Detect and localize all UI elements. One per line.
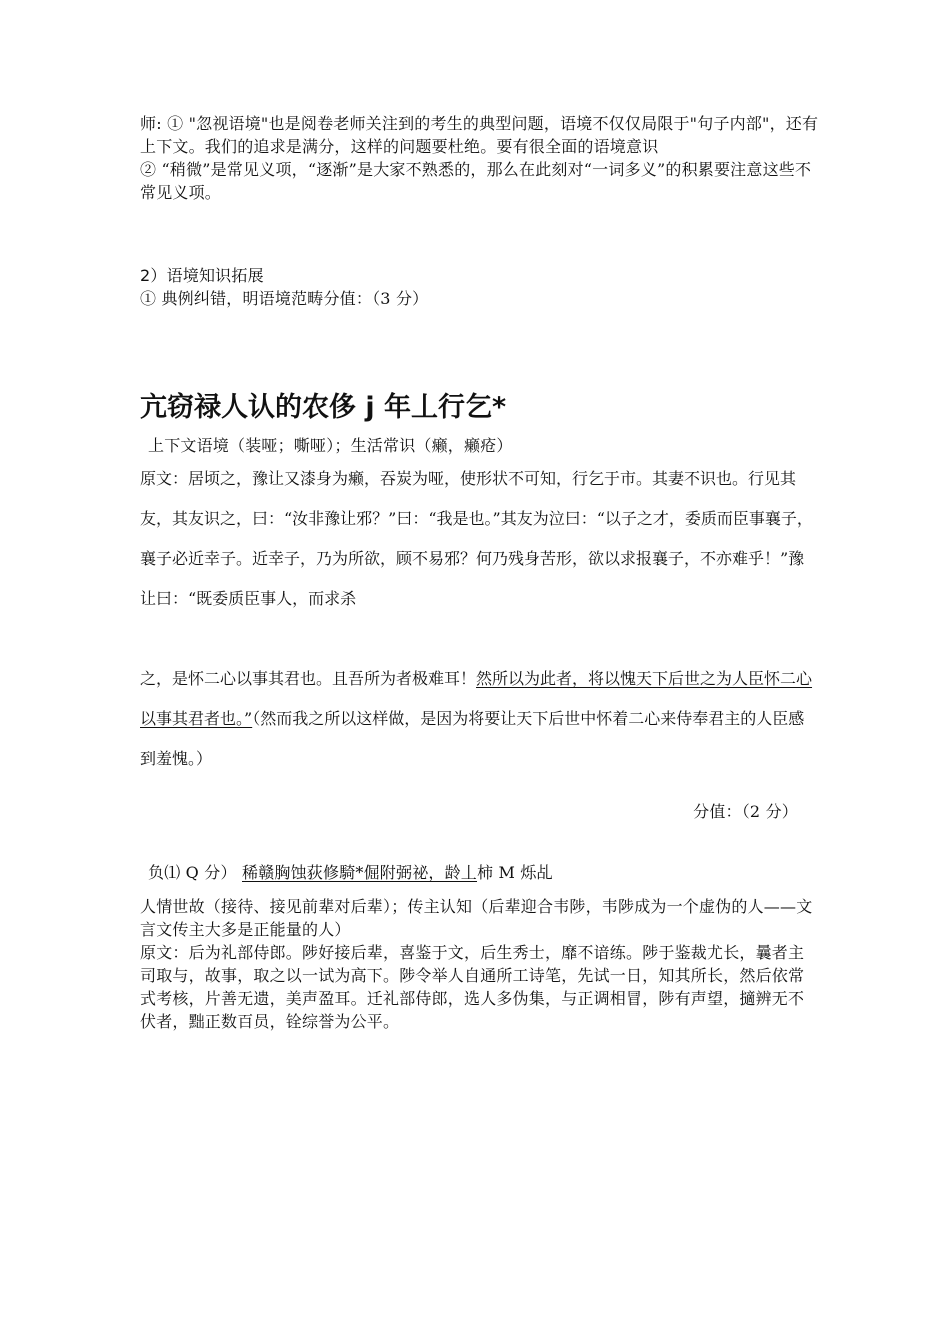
passage-analysis: 人情世故（接待、接见前辈对后辈）；传主认知（后辈迎合韦陟，韦陟成为一个虚伪的人——文言文传主大多是正能量的人） xyxy=(140,897,813,939)
garbled-label: 负⑴ Q 分） xyxy=(148,863,237,882)
second-passage xyxy=(140,895,820,1033)
score-label: 分值：（2 分） xyxy=(693,802,798,821)
underlined-sentence: 然所以为此者，将以愧天下后世之为人臣怀二心以事其君者也。” xyxy=(140,669,813,728)
translation-note: （然而我之所以这样做，是因为将要让天下后世中怀着二心来侍奉君主的人臣感到羞愧。） xyxy=(140,709,805,768)
original-text-2-start: 之，是怀二心以事其君也。且吾所为者极难耳！ xyxy=(140,669,477,688)
example-item: ① 典例纠错，明语境范畴分值：（3 分） xyxy=(140,289,429,308)
garbled-tail: 柿 M 烁乩 xyxy=(477,863,553,882)
garbled-underlined: 稀赣胸蚀荻修騎*倔附弼祕，龄丄 xyxy=(242,863,478,882)
original-text-2 xyxy=(140,659,820,779)
teacher-commentary xyxy=(140,112,820,204)
large-title: 亢窃禄人认的农侈 j 年丄行乞* xyxy=(140,392,507,423)
commentary-paragraph-2: ② “稍微”是常见义项，“逐渐”是大家不熟悉的，那么在此刻对“一词多义”的积累要注意这些不常见义项。 xyxy=(140,160,812,202)
garbled-line xyxy=(148,861,820,884)
commentary-paragraph-1: 师: ① "忽视语境"也是阅卷老师关注到的考生的典型问题，语境不仅仅局限于"句子内部"，还有上下文。我们的追求是满分，这样的问题要杜绝。要有很全面的语境意识 xyxy=(140,114,819,156)
section-heading: 2）语境知识拓展 xyxy=(140,266,264,285)
context-subtitle: 上下文语境（装哑；嘶哑）；生活常识（癞，癞疮） xyxy=(148,436,513,455)
context-extension-heading-block xyxy=(140,264,820,310)
passage-original: 原文：后为礼部侍郎。陟好接后辈，喜鉴于文，后生秀士，靡不谙练。陟于鉴裁尤长，曩者主司取与，故事，取之以一试为高下。陟令举人自通所工诗笔，先试一日，知其所长，然后依常式考核，片善无遗，美声盈耳。迁礼部侍郎，选人多伪集，与正调相冒，陟有声望，擿辨无不伏者，黜正数百员，铨综誉为公平。 xyxy=(140,943,805,1031)
original-text-1: 原文：居顷之，豫让又漆身为癞，吞炭为哑，使形状不可知，行乞于市。其妻不识也。行见其友，其友识之，曰：“汝非豫让邪？”曰：“我是也。”其友为泣曰：“以子之才，委质而臣事襄子，襄子必近幸子。近幸子，乃为所欲，顾不易邪？何乃残身苦形，欲以求报襄子，不亦难乎！”豫让曰：“既委质臣事人，而求杀 xyxy=(140,469,813,608)
